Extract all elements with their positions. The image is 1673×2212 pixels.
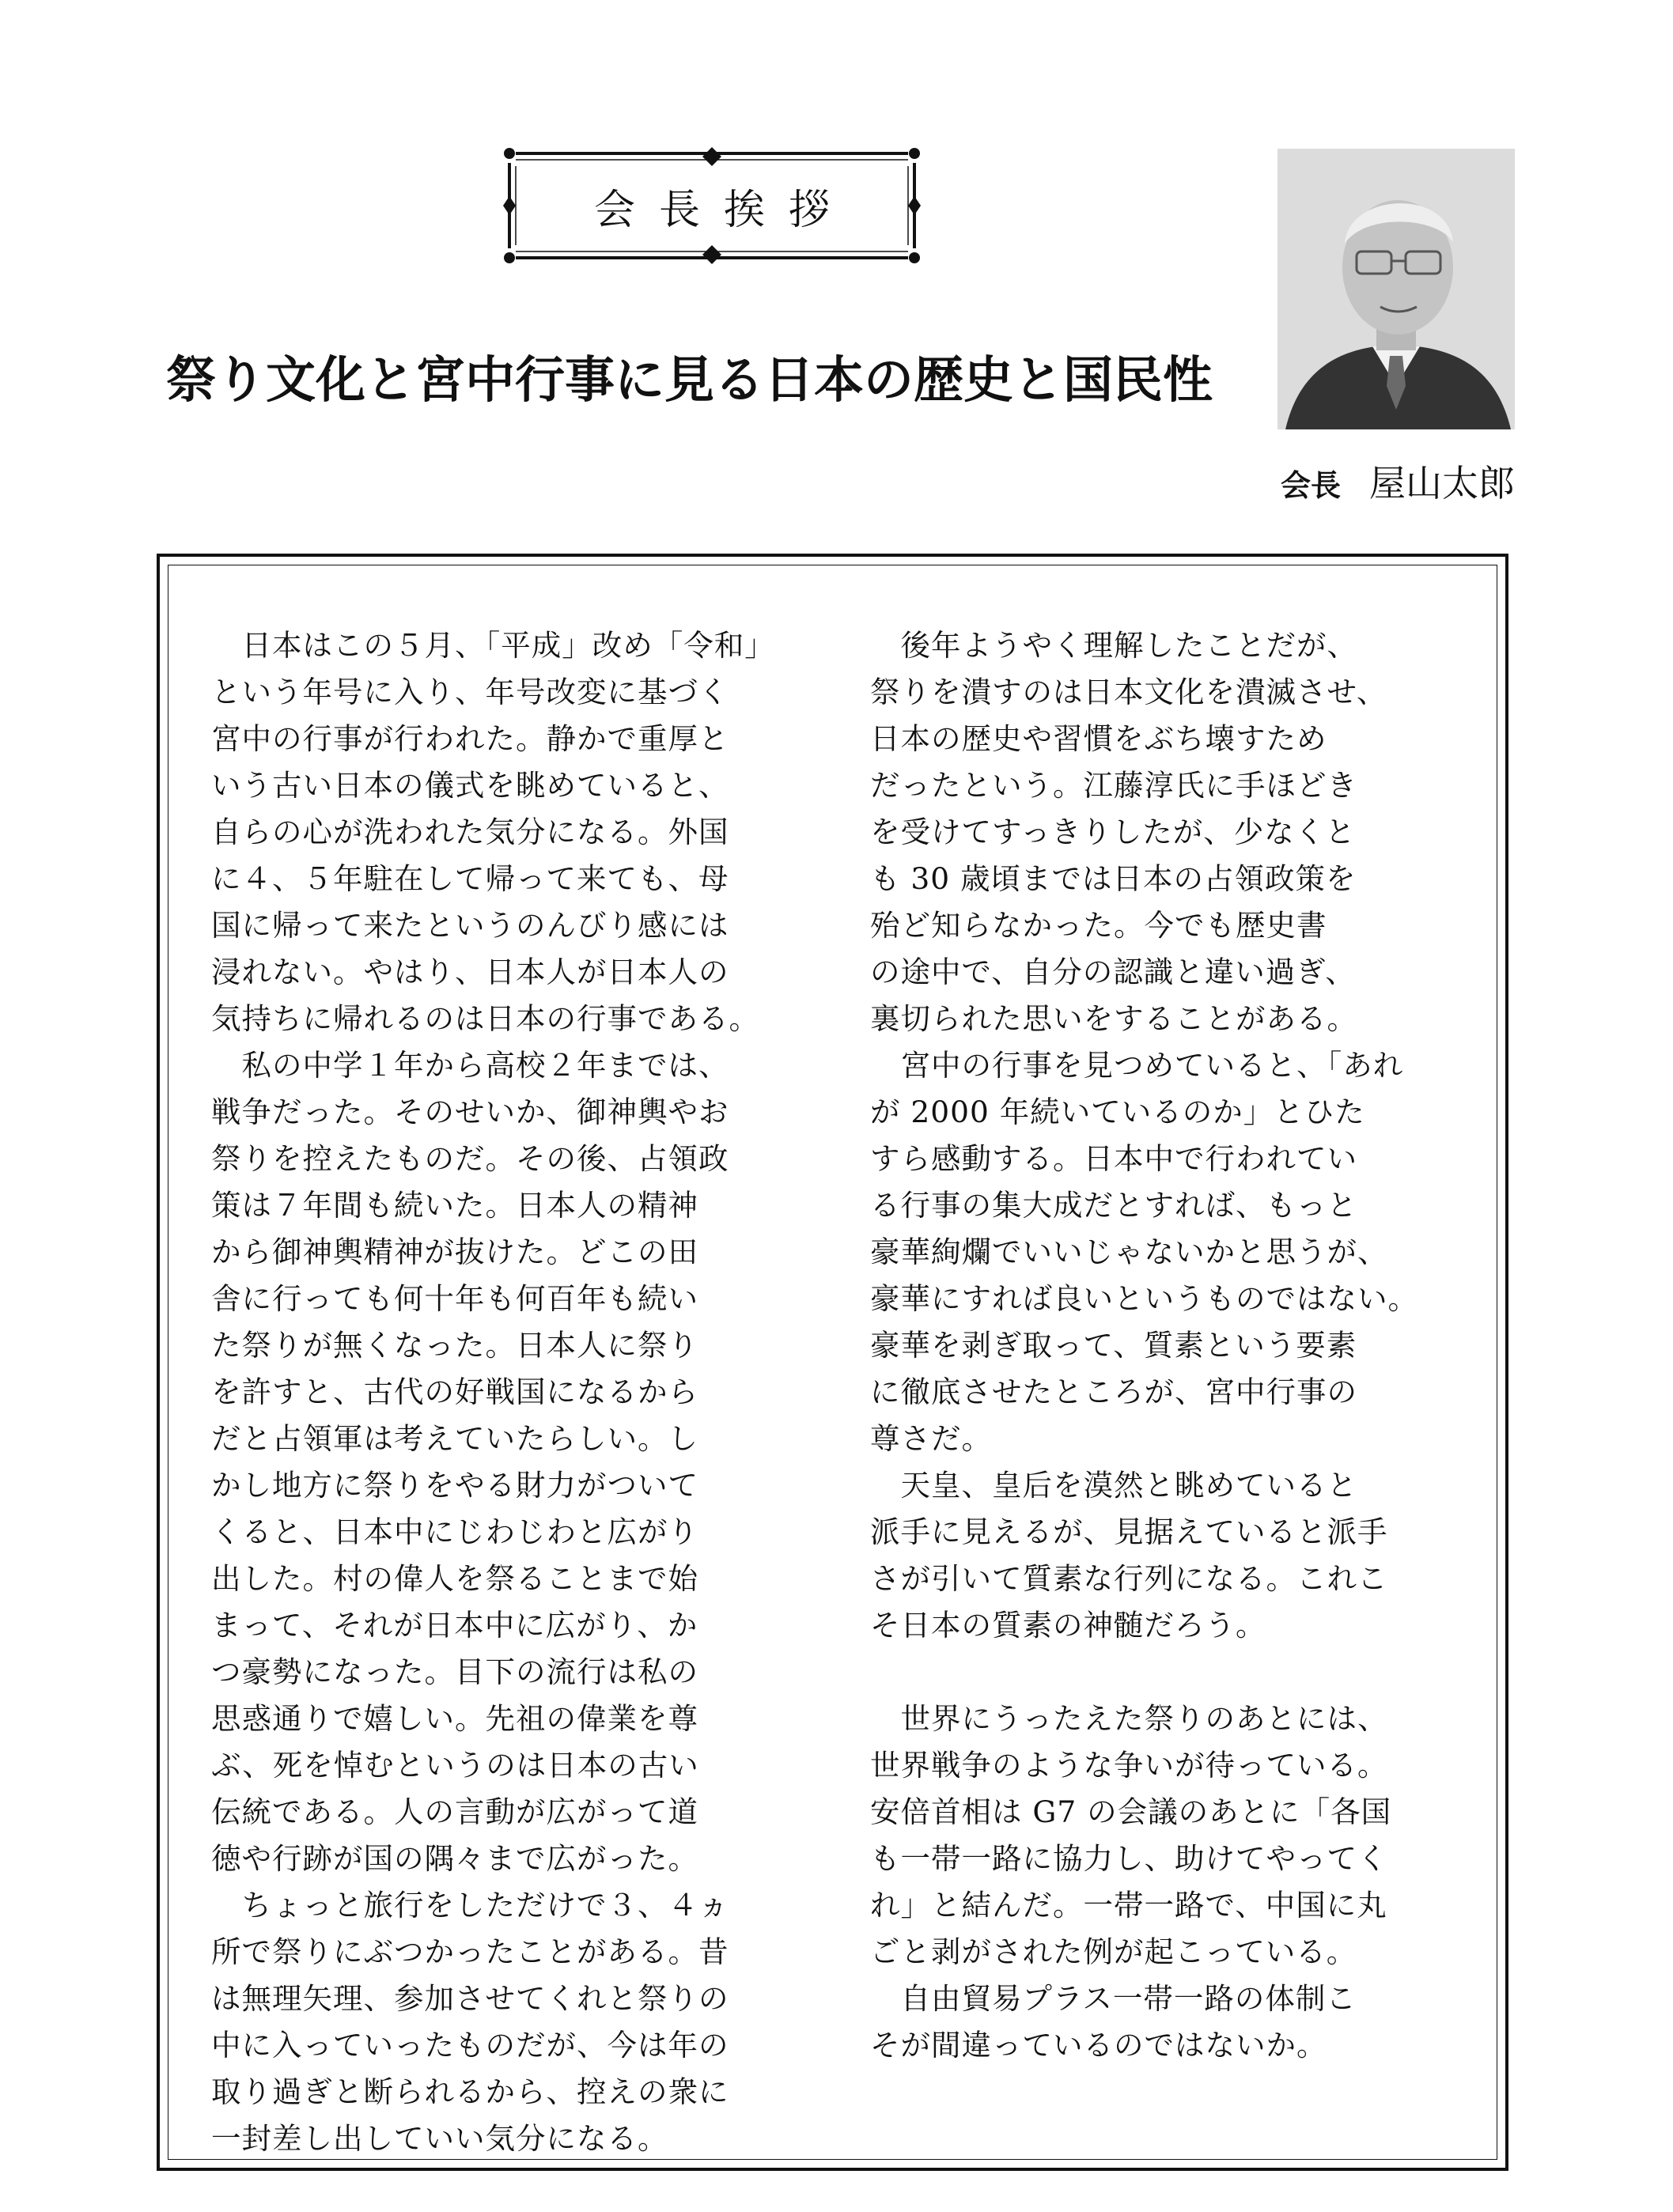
article-line: 豪華絢爛でいいじゃないかと思うが、 <box>870 1235 1388 1269</box>
article-line <box>870 1649 1452 1696</box>
article-line: まって、それが日本中に広がり、か <box>211 1608 698 1643</box>
article-box <box>157 554 1508 2171</box>
article-line: 浸れない。やはり、日本人が日本人の <box>211 955 729 989</box>
article-line: 舎に行っても何十年も何百年も続い <box>211 1281 698 1316</box>
article-line: 後年ようやく理解したことだが、 <box>870 628 1357 663</box>
article-line: そ日本の質素の神髄だろう。 <box>870 1608 1266 1643</box>
article-line: くると、日本中にじわじわと広がり <box>211 1514 698 1549</box>
article-line: 気持ちに帰れるのは日本の行事である。 <box>211 1001 759 1036</box>
article-line: 徳や行跡が国の隅々まで広がった。 <box>211 1841 698 1876</box>
article-line: から御神輿精神が抜けた。どこの田 <box>211 1235 698 1269</box>
article-line: 所で祭りにぶつかったことがある。昔 <box>211 1934 729 1969</box>
article-line: 中に入っていったものだが、今は年の <box>211 2028 729 2063</box>
article-line: 一封差し出していい気分になる。 <box>211 2121 668 2156</box>
article-line: 祭りを控えたものだ。その後、占領政 <box>211 1141 729 1176</box>
article-line: ちょっと旅行をしただけで３、４ヵ <box>211 1888 729 1923</box>
article-line: 豪華にすれば良いというものではない。 <box>870 1281 1418 1316</box>
article-right-column <box>870 622 1452 2069</box>
article-line: 尊さだ。 <box>870 1421 992 1456</box>
article-line: 日本はこの５月、「平成」改め「令和」 <box>211 628 775 663</box>
article-line: 殆ど知らなかった。今でも歴史書 <box>870 908 1327 943</box>
article-line: の途中で、自分の認識と違い過ぎ、 <box>870 955 1356 989</box>
article-line: すら感動する。日本中で行われてい <box>870 1141 1357 1176</box>
article-line: いう古い日本の儀式を眺めていると、 <box>211 768 729 803</box>
article-title: 祭り文化と宮中行事に見る日本の歴史と国民性 <box>166 351 1213 409</box>
article-line: 安倍首相は G7 の会議のあとに「各国 <box>870 1794 1392 1829</box>
article-line: だったという。江藤淳氏に手ほどき <box>870 768 1357 803</box>
article-line: 世界戦争のような争いが待っている。 <box>870 1748 1388 1783</box>
article-line: という年号に入り、年号改変に基づく <box>211 675 729 709</box>
byline-role: 会長 <box>1280 468 1341 503</box>
article-line: 伝統である。人の言動が広がって道 <box>211 1794 698 1829</box>
article-line: が 2000 年続いているのか」とひた <box>870 1095 1365 1129</box>
article-line: 宮中の行事を見つめていると、「あれ <box>870 1048 1404 1083</box>
article-line: 自由貿易プラス一帯一路の体制こ <box>870 1981 1357 2016</box>
article-line: は無理矢理、参加させてくれと祭りの <box>211 1981 729 2016</box>
article-line: 策は７年間も続いた。日本人の精神 <box>211 1188 698 1223</box>
article-line: 宮中の行事が行われた。静かで重厚と <box>211 721 729 756</box>
article-line: 豪華を剥ぎ取って、質素という要素 <box>870 1328 1357 1363</box>
article-line: 派手に見えるが、見据えていると派手 <box>870 1514 1388 1549</box>
article-line: だと占領軍は考えていたらしい。し <box>211 1421 698 1456</box>
article-line: た祭りが無くなった。日本人に祭り <box>211 1328 698 1363</box>
article-line: を許すと、古代の好戦国になるから <box>211 1374 698 1409</box>
article-left-column <box>211 622 793 2162</box>
portrait-photo-icon <box>1277 149 1515 429</box>
article-line: 戦争だった。そのせいか、御神輿やお <box>211 1095 729 1129</box>
article-line: を受けてすっきりしたが、少なくと <box>870 815 1356 849</box>
article-line: つ豪勢になった。目下の流行は私の <box>211 1654 698 1689</box>
article-line: さが引いて質素な行列になる。これこ <box>870 1561 1388 1596</box>
article-line: そが間違っているのではないか。 <box>870 2028 1327 2063</box>
article-line: ごと剥がされた例が起こっている。 <box>870 1934 1357 1969</box>
article-line: れ」と結んだ。一帯一路で、中国に丸 <box>870 1888 1387 1923</box>
article-line: に４、５年駐在して帰って来ても、母 <box>211 861 729 896</box>
byline <box>1281 455 1515 507</box>
article-box-inner-border <box>168 565 1497 2160</box>
article-line: る行事の集大成だとすれば、もっと <box>870 1188 1357 1223</box>
article-line: 裏切られた思いをすることがある。 <box>870 1001 1357 1036</box>
byline-name: 屋山太郎 <box>1369 462 1515 505</box>
article-line: 取り過ぎと断られるから、控えの衆に <box>211 2074 729 2109</box>
article-line: 自らの心が洗われた気分になる。外国 <box>211 815 729 849</box>
article-line: 祭りを潰すのは日本文化を潰滅させ、 <box>870 675 1387 709</box>
article-line: に徹底させたところが、宮中行事の <box>870 1374 1357 1409</box>
article-line: 出した。村の偉人を祭ることまで始 <box>211 1561 698 1596</box>
section-heading: 会長挨拶 <box>593 186 854 234</box>
article-line: も一帯一路に協力し、助けてやってく <box>870 1841 1388 1876</box>
section-heading-frame <box>498 142 925 269</box>
article-line: も 30 歳頃までは日本の占領政策を <box>870 861 1357 896</box>
article-line: 天皇、皇后を漠然と眺めていると <box>870 1468 1357 1503</box>
article-line: 日本の歴史や習慣をぶち壊すため <box>870 721 1327 756</box>
article-line: 思惑通りで嬉しい。先祖の偉業を尊 <box>211 1701 698 1736</box>
article-line: ぶ、死を悼むというのは日本の古い <box>211 1748 699 1783</box>
portrait-photo <box>1277 149 1515 429</box>
article-line: 国に帰って来たというのんびり感には <box>211 908 729 943</box>
article-line: 私の中学１年から高校２年までは、 <box>211 1048 729 1083</box>
article-line: 世界にうったえた祭りのあとには、 <box>870 1701 1388 1736</box>
article-line: かし地方に祭りをやる財力がついて <box>211 1468 698 1503</box>
